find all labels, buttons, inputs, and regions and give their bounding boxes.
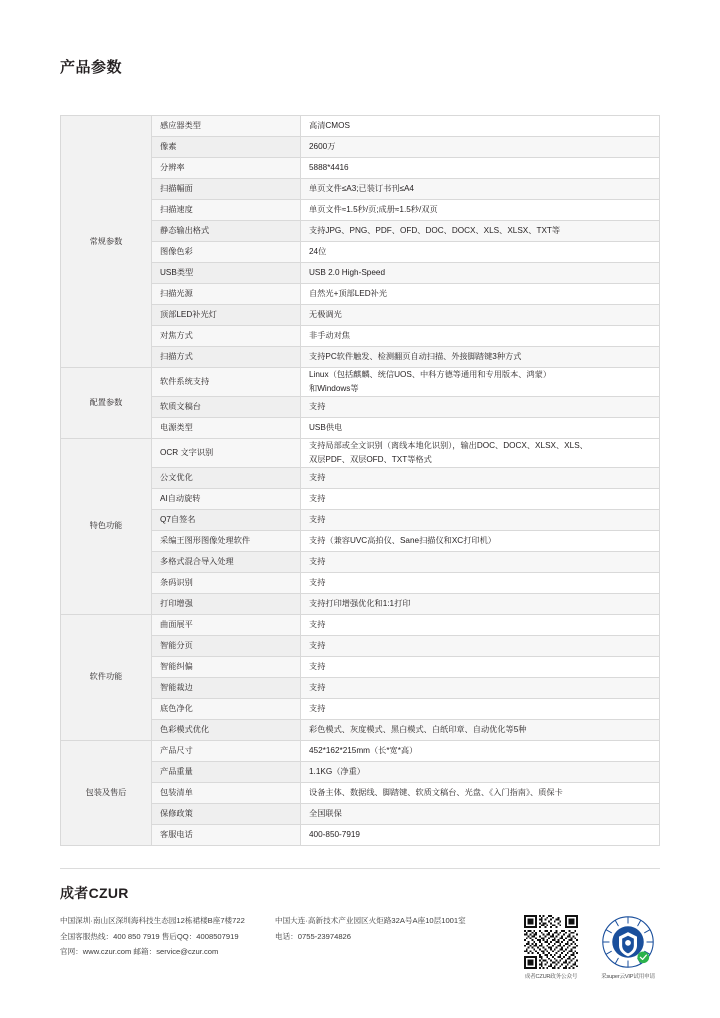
table-row-value: 彩色模式、灰度模式、黑白模式、白纸印章、自动优化等5种	[301, 719, 660, 740]
table-row-key: 保修政策	[152, 803, 301, 824]
table-row-key: 智能裁边	[152, 677, 301, 698]
table-row-value: 全国联保	[301, 803, 660, 824]
table-row-value: 5888*4416	[301, 158, 660, 179]
table-row-key: 顶部LED补光灯	[152, 305, 301, 326]
table-row-key: 扫描方式	[152, 347, 301, 368]
table-row-key: 公文优化	[152, 467, 301, 488]
footer-codes	[522, 913, 660, 980]
table-row-key: 软件系统支持	[152, 368, 301, 397]
table-row-value: 2600万	[301, 137, 660, 158]
table-value-line: Linux（包括麒麟、统信UOS、中科方德等通用和专用版本、鸿蒙）	[309, 370, 552, 379]
table-row-key: 智能纠偏	[152, 656, 301, 677]
table-row-key: 智能分页	[152, 635, 301, 656]
table-row	[61, 368, 660, 397]
footer-contact-column-2	[275, 913, 475, 944]
table-row	[61, 614, 660, 635]
table-row-value: 单页文件≈1.5秒/页;成册≈1.5秒/双页	[301, 200, 660, 221]
footer-line: 官网：www.czur.com 邮箱：service@czur.com	[60, 947, 219, 957]
table-row-value: 24位	[301, 242, 660, 263]
table-group-label: 配置参数	[61, 368, 152, 439]
table-row-key: 分辨率	[152, 158, 301, 179]
table-row-value: 高清CMOS	[301, 116, 660, 137]
table-row-key: 条码识别	[152, 572, 301, 593]
table-row-value: 支持	[301, 572, 660, 593]
table-row-key: 像素	[152, 137, 301, 158]
table-row-key: 多格式混合导入处理	[152, 551, 301, 572]
table-row-value	[301, 368, 660, 397]
table-row-key: 客服电话	[152, 824, 301, 845]
table-row-key: 色彩模式优化	[152, 719, 301, 740]
table-group-label: 包装及售后	[61, 740, 152, 845]
table-row-value: 支持（兼容UVC高拍仪、Sane扫描仪和XC打印机）	[301, 530, 660, 551]
page-footer	[60, 868, 660, 980]
footer-contact-column-1	[60, 913, 275, 960]
footer-line: 中国大连·高新技术产业园区火炬路32A号A座10层1001室	[275, 916, 466, 925]
table-row-value: 400-850-7919	[301, 824, 660, 845]
qr-code-block	[522, 915, 580, 980]
table-row-value: 单页文件≤A3;已装订书刊≤A4	[301, 179, 660, 200]
table-row-value: 支持打印增强优化和1:1打印	[301, 593, 660, 614]
table-row-key: 扫描光源	[152, 284, 301, 305]
table-row	[61, 116, 660, 137]
seal-badge-icon	[601, 915, 655, 969]
table-row-key: 扫描幅面	[152, 179, 301, 200]
table-row-key: USB类型	[152, 263, 301, 284]
specifications-table	[60, 115, 660, 846]
table-row-value: 支持	[301, 488, 660, 509]
table-row-key: 底色净化	[152, 698, 301, 719]
table-group-label: 常规参数	[61, 116, 152, 368]
table-row-value: USB 2.0 High-Speed	[301, 263, 660, 284]
table-row-key: 软质文稿台	[152, 396, 301, 417]
table-row	[61, 740, 660, 761]
table-row-value: 设备主体、数据线、脚踏键、软质文稿台、光盘、《入门指南》、质保卡	[301, 782, 660, 803]
qr-code-icon	[524, 915, 578, 969]
table-row-value: 自然光+顶部LED补光	[301, 284, 660, 305]
table-row-key: 对焦方式	[152, 326, 301, 347]
table-row-key: 图像色彩	[152, 242, 301, 263]
footer-divider	[60, 868, 660, 869]
table-row-value: 支持	[301, 635, 660, 656]
table-row-value: 支持	[301, 677, 660, 698]
table-row-value: 支持	[301, 396, 660, 417]
table-row-key: 电源类型	[152, 417, 301, 438]
table-row-value: 支持	[301, 509, 660, 530]
table-row-key: OCR 文字识别	[152, 438, 301, 467]
footer-line: 电话：0755-23974826	[275, 931, 351, 941]
qr-code-caption: 成者CZUR政务公众号	[524, 974, 578, 980]
table-row-value: 无极调光	[301, 305, 660, 326]
page-title: 产品参数	[60, 59, 123, 76]
table-row-key: 产品尺寸	[152, 740, 301, 761]
table-row-key: 扫描速度	[152, 200, 301, 221]
table-row-value: USB供电	[301, 417, 660, 438]
table-row-key: 静态输出格式	[152, 221, 301, 242]
table-row-value: 支持	[301, 698, 660, 719]
table-row-value: 支持JPG、PNG、PDF、OFD、DOC、DOCX、XLS、XLSX、TXT等	[301, 221, 660, 242]
table-value-line: 和Windows等	[309, 383, 359, 393]
table-row-value: 支持PC软件触发、检测翻页自动扫描、外接脚踏键3种方式	[301, 347, 660, 368]
badge-caption: 采super云VIP试用申请	[601, 974, 655, 980]
table-row-value: 1.1KG（净重）	[301, 761, 660, 782]
table-row-key: 产品重量	[152, 761, 301, 782]
table-row-value: 支持	[301, 614, 660, 635]
table-group-label: 特色功能	[61, 438, 152, 614]
table-row	[61, 438, 660, 467]
table-row-value: 支持	[301, 467, 660, 488]
badge-block	[596, 915, 660, 980]
table-row-key: 曲面展平	[152, 614, 301, 635]
table-row-key: AI自动旋转	[152, 488, 301, 509]
table-row-key: 包装清单	[152, 782, 301, 803]
table-group-label: 软件功能	[61, 614, 152, 740]
table-row-key: 采编王图形图像处理软件	[152, 530, 301, 551]
table-value-line: 双层PDF、双层OFD、TXT等格式	[309, 454, 432, 464]
table-row-key: 感应器类型	[152, 116, 301, 137]
table-row-key: 打印增强	[152, 593, 301, 614]
table-row-value: 支持	[301, 551, 660, 572]
table-row-value: 452*162*215mm（长*宽*高）	[301, 740, 660, 761]
footer-line: 全国客服热线：400 850 7919 售后QQ：4008507919	[60, 931, 239, 941]
table-row-value	[301, 438, 660, 467]
table-value-line: 支持局部或全文识别（离线本地化识别），输出DOC、DOCX、XLSX、XLS、	[309, 440, 588, 450]
table-row-value: 支持	[301, 656, 660, 677]
table-row-key: Q7自签名	[152, 509, 301, 530]
brand-name: 成者CZUR	[60, 885, 129, 901]
table-row-value: 非手动对焦	[301, 326, 660, 347]
footer-line: 中国深圳·南山区深圳海科技生态园12栋裙楼B座7楼722	[60, 916, 245, 925]
